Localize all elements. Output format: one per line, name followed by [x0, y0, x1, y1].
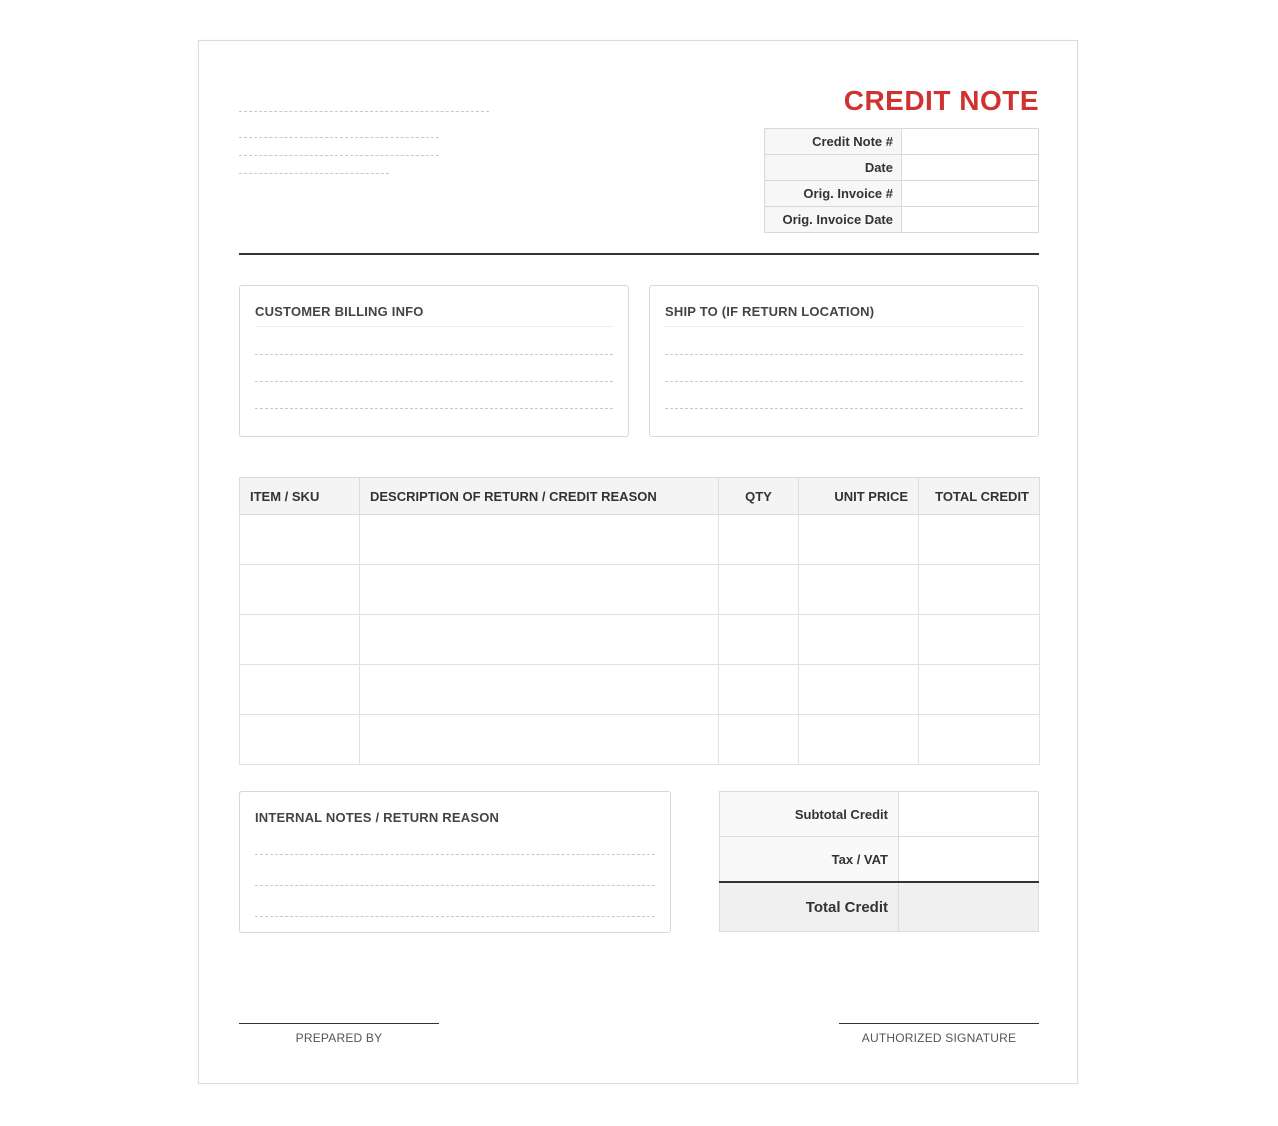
date-field[interactable] [902, 155, 1039, 181]
meta-label: Date [765, 155, 902, 181]
table-row [240, 715, 1040, 765]
ship-to-heading: SHIP TO (IF RETURN LOCATION) [665, 304, 875, 319]
company-address-line [239, 137, 439, 138]
meta-row [765, 181, 1039, 207]
ship-to-line-2[interactable] [665, 381, 1023, 382]
total-credit-cell[interactable] [919, 565, 1040, 615]
description-cell[interactable] [360, 665, 719, 715]
header-divider [239, 253, 1039, 255]
total-label: Total Credit [720, 882, 899, 932]
billing-line-2[interactable] [255, 381, 613, 382]
qty-cell[interactable] [719, 615, 799, 665]
company-name-line [239, 111, 489, 112]
unit-price-cell[interactable] [799, 715, 919, 765]
unit-price-cell[interactable] [799, 565, 919, 615]
table-row [240, 515, 1040, 565]
meta-label: Orig. Invoice # [765, 181, 902, 207]
description-cell[interactable] [360, 515, 719, 565]
total-credit-cell[interactable] [919, 715, 1040, 765]
authorized-signature-line[interactable] [839, 1023, 1039, 1024]
qty-cell[interactable] [719, 515, 799, 565]
company-city-line [239, 155, 439, 156]
item-sku-cell[interactable] [240, 565, 360, 615]
internal-notes-heading: INTERNAL NOTES / RETURN REASON [255, 810, 500, 825]
customer-billing-box [239, 285, 629, 437]
meta-label: Orig. Invoice Date [765, 207, 902, 233]
subtotal-label: Subtotal Credit [720, 792, 899, 837]
col-description: DESCRIPTION OF RETURN / CREDIT REASON [360, 478, 719, 515]
col-unit-price: UNIT PRICE [799, 478, 919, 515]
total-value[interactable] [899, 882, 1039, 932]
item-sku-cell[interactable] [240, 615, 360, 665]
credit-note-number-field[interactable] [902, 129, 1039, 155]
notes-line-3[interactable] [255, 916, 655, 917]
customer-billing-heading: CUSTOMER BILLING INFO [255, 304, 424, 319]
ship-to-line-1[interactable] [665, 354, 1023, 355]
items-header-row [240, 478, 1040, 515]
ship-to-box [649, 285, 1039, 437]
company-contact-line [239, 173, 389, 174]
tax-value[interactable] [899, 837, 1039, 883]
col-item-sku: ITEM / SKU [240, 478, 360, 515]
qty-cell[interactable] [719, 715, 799, 765]
meta-row [765, 155, 1039, 181]
total-row [720, 882, 1039, 932]
credit-note-meta-table [764, 128, 1039, 233]
ship-to-line-3[interactable] [665, 408, 1023, 409]
meta-label: Credit Note # [765, 129, 902, 155]
items-table [239, 477, 1040, 765]
unit-price-cell[interactable] [799, 515, 919, 565]
orig-invoice-date-field[interactable] [902, 207, 1039, 233]
internal-notes-box [239, 791, 671, 933]
notes-line-1[interactable] [255, 854, 655, 855]
credit-note-page [198, 40, 1078, 1084]
table-row [240, 565, 1040, 615]
unit-price-cell[interactable] [799, 665, 919, 715]
item-sku-cell[interactable] [240, 515, 360, 565]
table-row [240, 615, 1040, 665]
orig-invoice-number-field[interactable] [902, 181, 1039, 207]
total-credit-cell[interactable] [919, 615, 1040, 665]
description-cell[interactable] [360, 615, 719, 665]
item-sku-cell[interactable] [240, 715, 360, 765]
item-sku-cell[interactable] [240, 665, 360, 715]
table-row [240, 665, 1040, 715]
tax-label: Tax / VAT [720, 837, 899, 883]
notes-line-2[interactable] [255, 885, 655, 886]
billing-line-1[interactable] [255, 354, 613, 355]
prepared-by-line[interactable] [239, 1023, 439, 1024]
meta-row [765, 207, 1039, 233]
qty-cell[interactable] [719, 565, 799, 615]
document-title: CREDIT NOTE [843, 85, 1039, 116]
description-cell[interactable] [360, 565, 719, 615]
heading-underline [255, 326, 613, 327]
unit-price-cell[interactable] [799, 615, 919, 665]
subtotal-row [720, 792, 1039, 837]
totals-table [719, 791, 1039, 932]
prepared-by-label: PREPARED BY [295, 1031, 383, 1045]
authorized-signature-label: AUTHORIZED SIGNATURE [861, 1031, 1017, 1045]
total-credit-cell[interactable] [919, 515, 1040, 565]
col-total-credit: TOTAL CREDIT [919, 478, 1040, 515]
col-qty: QTY [719, 478, 799, 515]
tax-row [720, 837, 1039, 883]
heading-underline [665, 326, 1023, 327]
total-credit-cell[interactable] [919, 665, 1040, 715]
meta-row [765, 129, 1039, 155]
description-cell[interactable] [360, 715, 719, 765]
qty-cell[interactable] [719, 665, 799, 715]
subtotal-value[interactable] [899, 792, 1039, 837]
billing-line-3[interactable] [255, 408, 613, 409]
